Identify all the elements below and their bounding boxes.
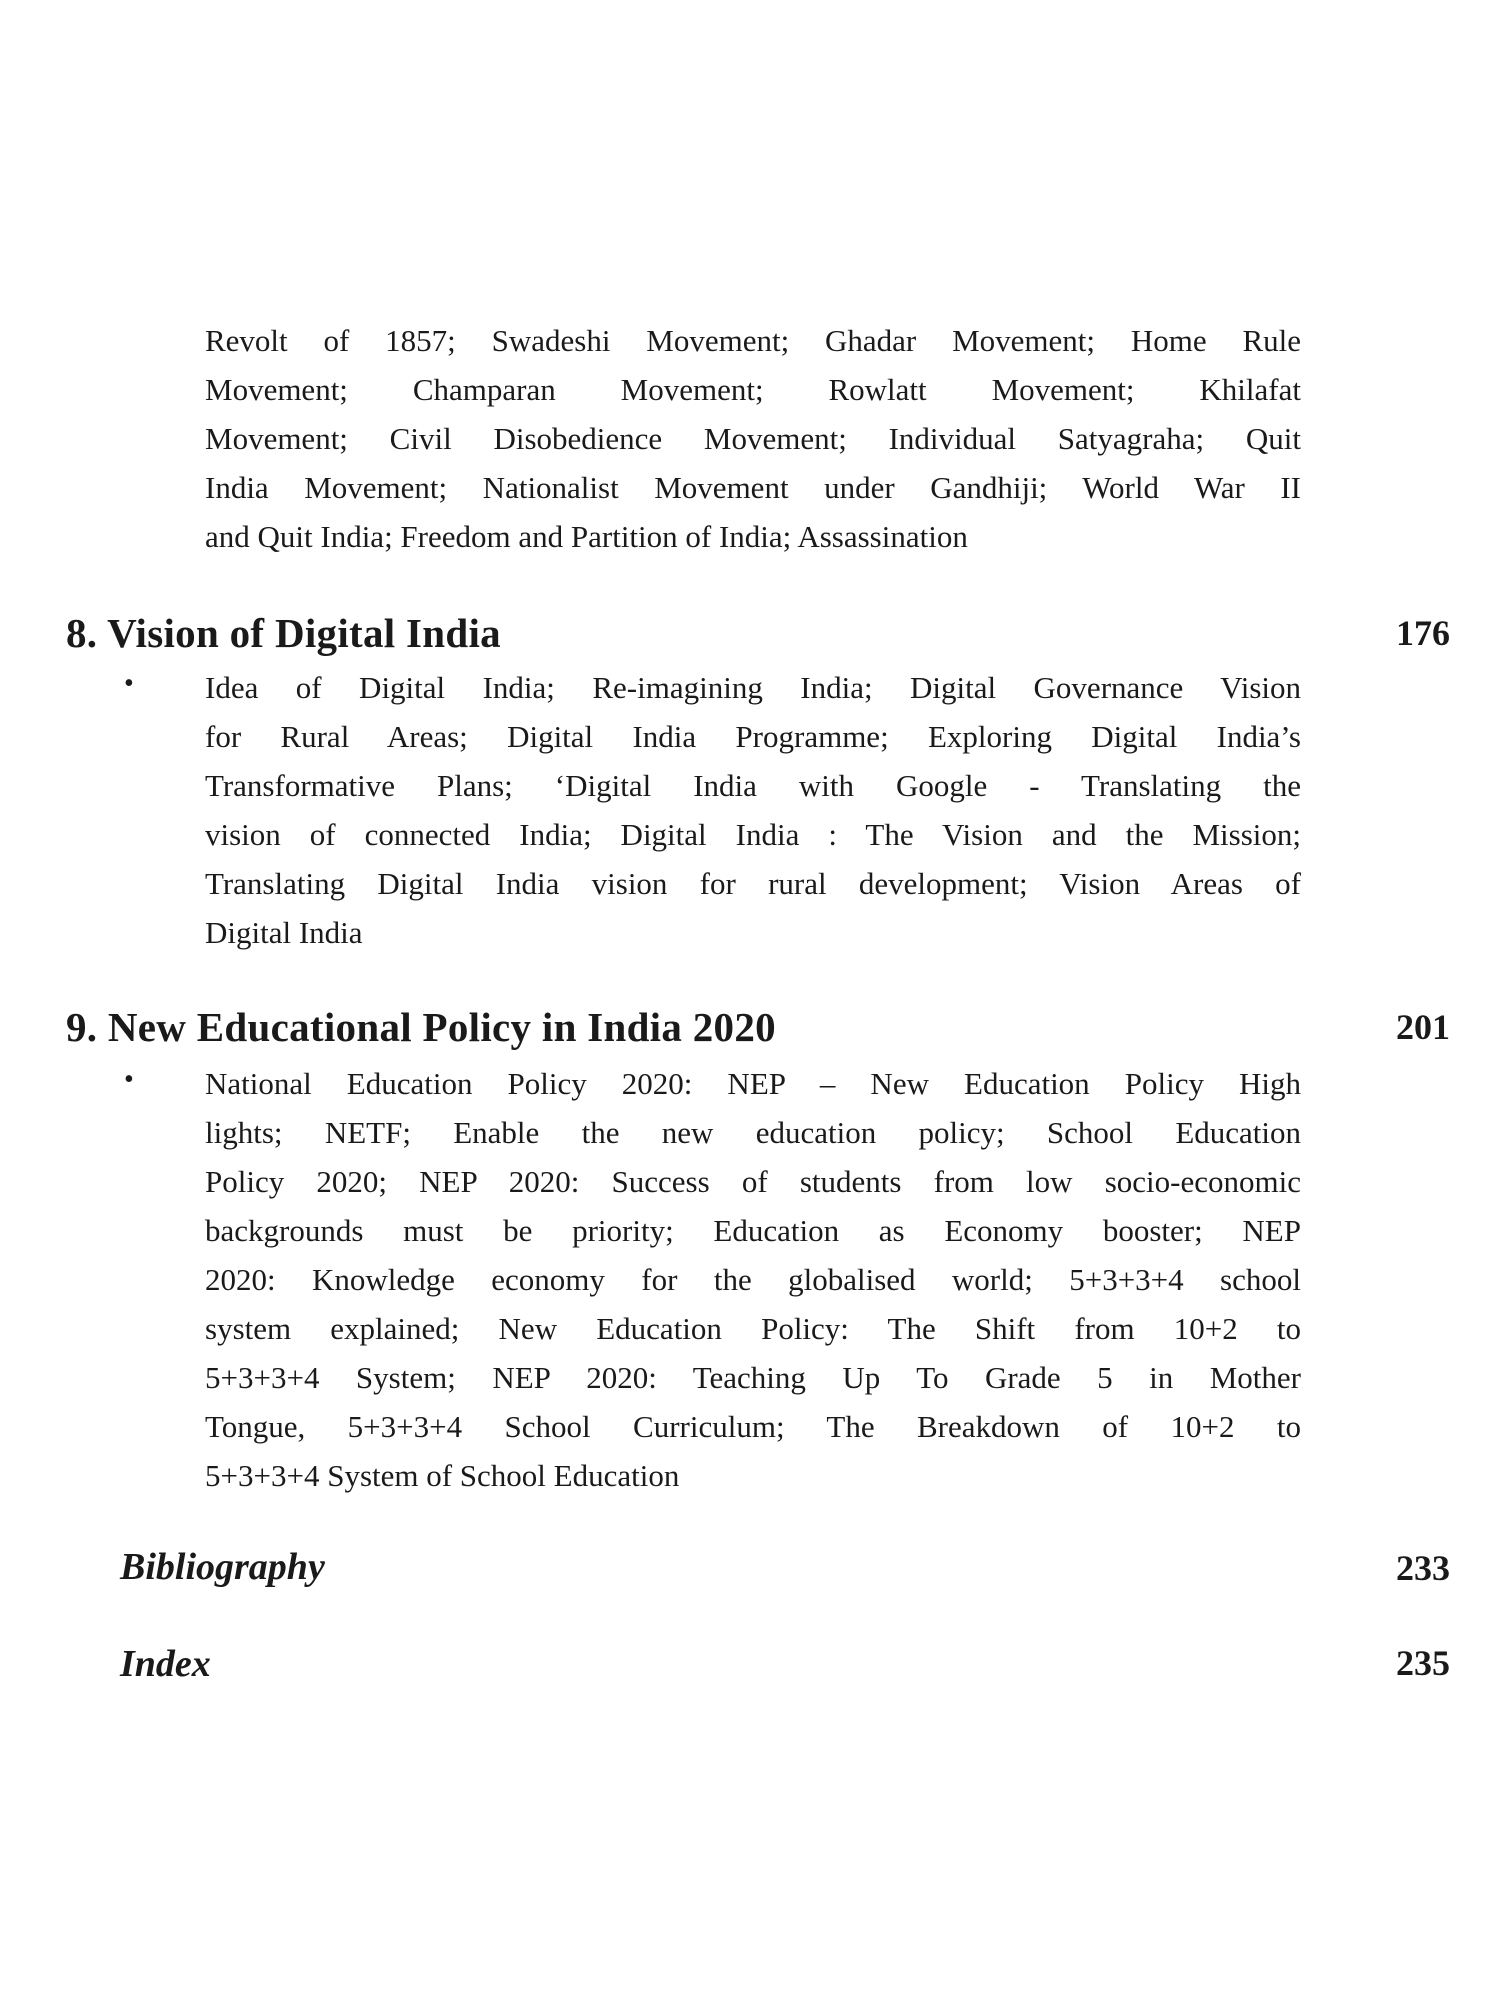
toc-text-line: for Rural Areas; Digital India Programme; Exploring Digital India’s xyxy=(205,719,1301,754)
toc-text-line: 5+3+3+4 System; NEP 2020: Teaching Up To Grade 5 in Mother xyxy=(205,1360,1301,1395)
toc-text-line: lights; NETF; Enable the new education policy; School Education xyxy=(205,1115,1301,1150)
toc-text-line: Translating Digital India vision for rural development; Vision Areas of xyxy=(205,866,1301,901)
chapter-8-page: 176 xyxy=(1396,613,1450,653)
bullet-icon: • xyxy=(124,668,134,699)
toc-text-line: Policy 2020; NEP 2020: Success of students from low socio-economic xyxy=(205,1164,1301,1199)
toc-text-line: Digital India xyxy=(205,915,363,950)
toc-continued-entry xyxy=(205,316,1301,561)
toc-text-line: and Quit India; Freedom and Partition of India; Assassination xyxy=(205,519,968,554)
chapter-8-topics xyxy=(205,663,1301,957)
chapter-9-title: 9. New Educational Policy in India 2020 xyxy=(66,1004,776,1050)
toc-text-line: National Education Policy 2020: NEP – New Education Policy High xyxy=(205,1066,1301,1101)
bibliography-page: 233 xyxy=(1396,1548,1450,1588)
bullet-icon: • xyxy=(124,1064,134,1095)
toc-text-line: Movement; Civil Disobedience Movement; Individual Satyagraha; Quit xyxy=(205,421,1301,456)
chapter-9-page: 201 xyxy=(1396,1007,1450,1047)
toc-text-line: Transformative Plans; ‘Digital India with Google - Translating the xyxy=(205,768,1301,803)
toc-text-line: Tongue, 5+3+3+4 School Curriculum; The Breakdown of 10+2 to xyxy=(205,1409,1301,1444)
toc-text-line: Revolt of 1857; Swadeshi Movement; Ghadar Movement; Home Rule xyxy=(205,323,1301,358)
toc-text-line: 5+3+3+4 System of School Education xyxy=(205,1458,680,1493)
toc-text-line: Movement; Champaran Movement; Rowlatt Movement; Khilafat xyxy=(205,372,1301,407)
chapter-9-topics xyxy=(205,1059,1301,1500)
index-page: 235 xyxy=(1396,1643,1450,1683)
bibliography-title: Bibliography xyxy=(120,1546,325,1588)
toc-text-line: India Movement; Nationalist Movement under Gandhiji; World War II xyxy=(205,470,1301,505)
toc-text-line: system explained; New Education Policy: The Shift from 10+2 to xyxy=(205,1311,1301,1346)
toc-text-line: Idea of Digital India; Re-imagining India; Digital Governance Vision xyxy=(205,670,1301,705)
toc-text-line: vision of connected India; Digital India : The Vision and the Mission; xyxy=(205,817,1301,852)
chapter-8-title: 8. Vision of Digital India xyxy=(66,610,501,656)
toc-text-line: 2020: Knowledge economy for the globalised world; 5+3+3+4 school xyxy=(205,1262,1301,1297)
index-title: Index xyxy=(120,1643,211,1685)
toc-text-line: backgrounds must be priority; Education as Economy booster; NEP xyxy=(205,1213,1301,1248)
